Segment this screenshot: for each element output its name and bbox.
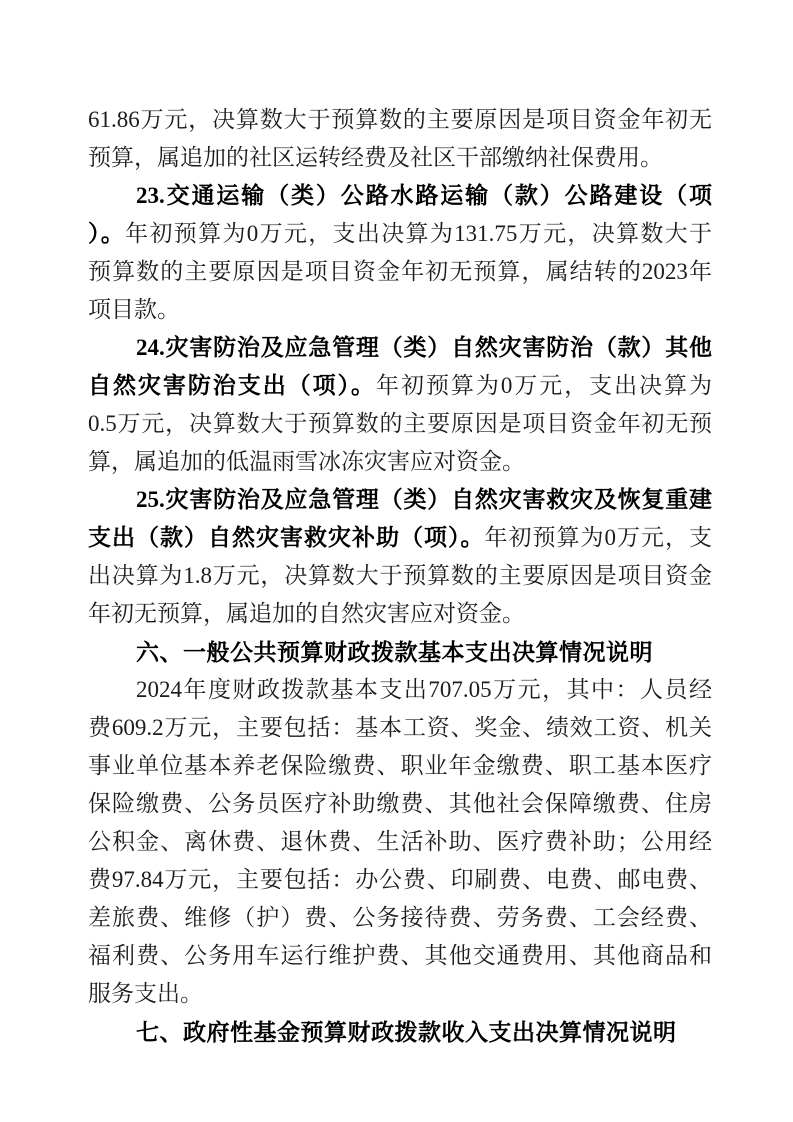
- text-run: 福利费、公务用车运行维护费、其他交通费用、其他商品和: [88, 943, 712, 968]
- text-run: 支出（款）自然灾害救灾补助（项）。: [88, 525, 485, 550]
- text-run: 0.5万元，决算数大于预算数的主要原因是项目资金年初无预: [88, 411, 712, 436]
- text-run: 23.交通运输（类）公路水路运输（款）公路建设（项: [136, 183, 712, 208]
- text-line: [88, 139, 712, 177]
- text-run: 年初无预算，属追加的自然灾害应对资金。: [88, 601, 525, 626]
- text-line: [88, 443, 712, 481]
- text-run: 项目款。: [88, 297, 180, 322]
- text-line: [88, 975, 712, 1013]
- text-line: [88, 291, 712, 329]
- text-run: 年初预算为0万元，支出决算为131.75万元，决算数大于: [125, 221, 713, 246]
- text-line: [88, 101, 712, 139]
- text-line: [88, 405, 712, 443]
- text-run: 自然灾害防治支出（项）。: [88, 373, 377, 398]
- text-run: 公积金、离休费、退休费、生活补助、医疗费补助；公用经: [88, 829, 712, 854]
- text-line: [88, 595, 712, 633]
- text-run: 年初预算为0万元，支出决算为: [376, 373, 713, 398]
- text-run: ）。: [88, 221, 126, 246]
- text-line: [88, 899, 712, 937]
- text-run: 预算，属追加的社区运转经费及社区干部缴纳社保费用。: [88, 145, 663, 170]
- text-run: 差旅费、维修（护）费、公务接待费、劳务费、工会经费、: [88, 905, 712, 930]
- text-run: 费97.84万元，主要包括：办公费、印刷费、电费、邮电费、: [88, 867, 712, 892]
- text-run: 24.灾害防治及应急管理（类）自然灾害防治（款）其他: [136, 335, 712, 360]
- text-line: [88, 329, 712, 367]
- text-line: [88, 785, 712, 823]
- text-run: 年初预算为0万元，支: [484, 525, 712, 550]
- section-heading-line: [88, 633, 712, 671]
- document-body: [88, 101, 712, 1051]
- text-line: [88, 709, 712, 747]
- text-line: [88, 177, 712, 215]
- text-line: [88, 671, 712, 709]
- section-heading-line: [88, 1013, 712, 1051]
- text-line: [88, 937, 712, 975]
- text-run: 事业单位基本养老保险缴费、职业年金缴费、职工基本医疗: [88, 753, 712, 778]
- text-run: 费609.2万元，主要包括：基本工资、奖金、绩效工资、机关: [88, 715, 712, 740]
- text-run: 服务支出。: [88, 981, 203, 1006]
- text-run: 七、政府性基金预算财政拨款收入支出决算情况说明: [136, 1019, 677, 1045]
- text-line: [88, 481, 712, 519]
- text-run: 六、一般公共预算财政拨款基本支出决算情况说明: [136, 639, 653, 665]
- text-run: 预算数的主要原因是项目资金年初无预算，属结转的2023年: [88, 259, 712, 284]
- text-run: 2024年度财政拨款基本支出707.05万元，其中：人员经: [136, 677, 712, 702]
- text-run: 算，属追加的低温雨雪冰冻灾害应对资金。: [88, 449, 525, 474]
- text-run: 61.86万元，决算数大于预算数的主要原因是项目资金年初无: [88, 107, 712, 132]
- text-run: 25.灾害防治及应急管理（类）自然灾害救灾及恢复重建: [136, 487, 712, 512]
- text-line: [88, 519, 712, 557]
- text-run: 保险缴费、公务员医疗补助缴费、其他社会保障缴费、住房: [88, 791, 712, 816]
- text-line: [88, 861, 712, 899]
- text-line: [88, 215, 712, 253]
- text-line: [88, 823, 712, 861]
- text-line: [88, 253, 712, 291]
- text-line: [88, 557, 712, 595]
- text-run: 出决算为1.8万元，决算数大于预算数的主要原因是项目资金: [88, 563, 712, 588]
- text-line: [88, 747, 712, 785]
- text-line: [88, 367, 712, 405]
